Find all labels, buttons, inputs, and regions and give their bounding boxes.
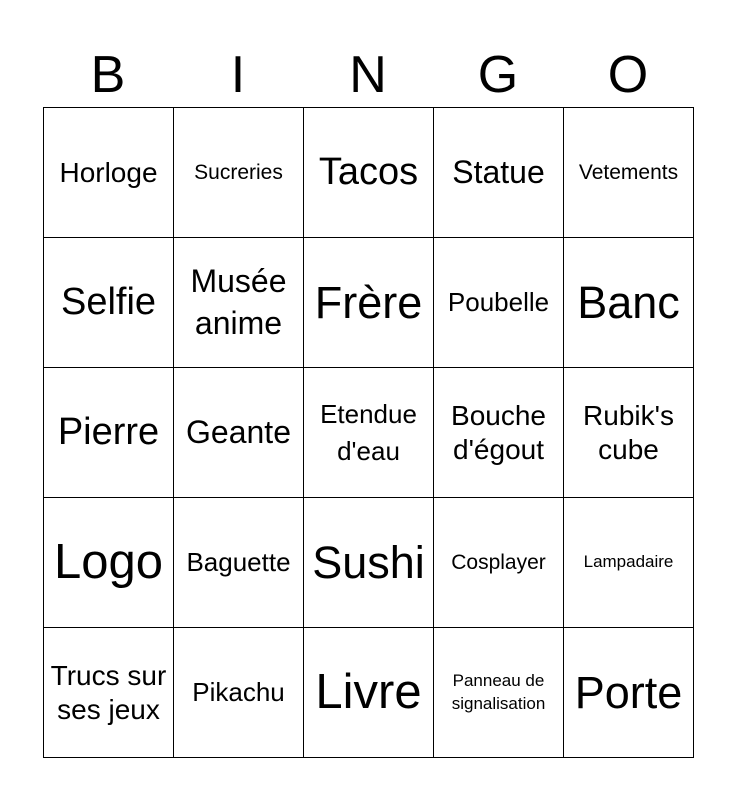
cell-label: Geante — [186, 413, 291, 450]
header-letter-g: G — [477, 46, 519, 104]
cell-label: Pikachu — [192, 677, 285, 708]
cell-label: Logo — [53, 535, 163, 590]
bingo-cell[interactable] — [434, 368, 564, 498]
bingo-cell[interactable] — [564, 238, 694, 368]
bingo-cell[interactable] — [44, 238, 174, 368]
cell-label: Selfie — [60, 280, 157, 323]
bingo-cell[interactable] — [564, 628, 694, 758]
bingo-cell[interactable] — [434, 238, 564, 368]
bingo-cell[interactable] — [44, 368, 174, 498]
bingo-cell[interactable] — [174, 628, 304, 758]
cell-label: Baguette — [186, 547, 291, 578]
header-letter-b: B — [90, 46, 126, 104]
bingo-cell[interactable] — [564, 498, 694, 628]
bingo-cell[interactable] — [44, 108, 174, 238]
bingo-cell[interactable] — [304, 628, 434, 758]
cell-label: Rubik's cube — [583, 399, 674, 465]
cell-label: Sucreries — [194, 160, 283, 184]
bingo-cell[interactable] — [304, 238, 434, 368]
cell-label: Etendue d'eau — [320, 399, 417, 466]
cell-label: Sushi — [312, 536, 425, 588]
cell-label: Vetements — [578, 160, 679, 184]
header-letter-i: I — [230, 46, 246, 104]
bingo-cell[interactable] — [564, 368, 694, 498]
cell-label: Tacos — [318, 150, 419, 193]
bingo-cell[interactable] — [44, 498, 174, 628]
bingo-cell[interactable] — [304, 498, 434, 628]
header-letter-n: N — [349, 46, 387, 104]
cell-label: Musée anime — [190, 262, 287, 341]
bingo-cell[interactable] — [434, 108, 564, 238]
bingo-cell[interactable] — [174, 238, 304, 368]
cell-label: Lampadaire — [583, 552, 674, 572]
bingo-cell[interactable] — [434, 498, 564, 628]
bingo-cell[interactable] — [564, 108, 694, 238]
bingo-cell[interactable] — [174, 498, 304, 628]
cell-label: Trucs sur ses jeux — [50, 659, 167, 725]
bingo-board — [43, 107, 694, 758]
bingo-cell[interactable] — [174, 108, 304, 238]
cell-label: Banc — [577, 276, 680, 328]
bingo-cell[interactable] — [174, 368, 304, 498]
header-letter-o: O — [607, 46, 649, 104]
bingo-cell[interactable] — [44, 628, 174, 758]
bingo-cell[interactable] — [304, 108, 434, 238]
cell-label: Porte — [574, 666, 683, 718]
bingo-cell[interactable] — [304, 368, 434, 498]
cell-label: Statue — [452, 153, 545, 190]
bingo-cell[interactable] — [434, 628, 564, 758]
cell-label: Livre — [315, 665, 422, 720]
cell-label: Horloge — [59, 156, 158, 188]
cell-label: Poubelle — [447, 287, 550, 318]
cell-label: Pierre — [57, 410, 160, 453]
cell-label: Bouche d'égout — [451, 399, 546, 465]
bingo-header — [43, 44, 693, 106]
cell-label: Cosplayer — [451, 550, 546, 574]
cell-label: Panneau de signalisation — [451, 671, 546, 713]
cell-label: Frère — [314, 276, 423, 328]
